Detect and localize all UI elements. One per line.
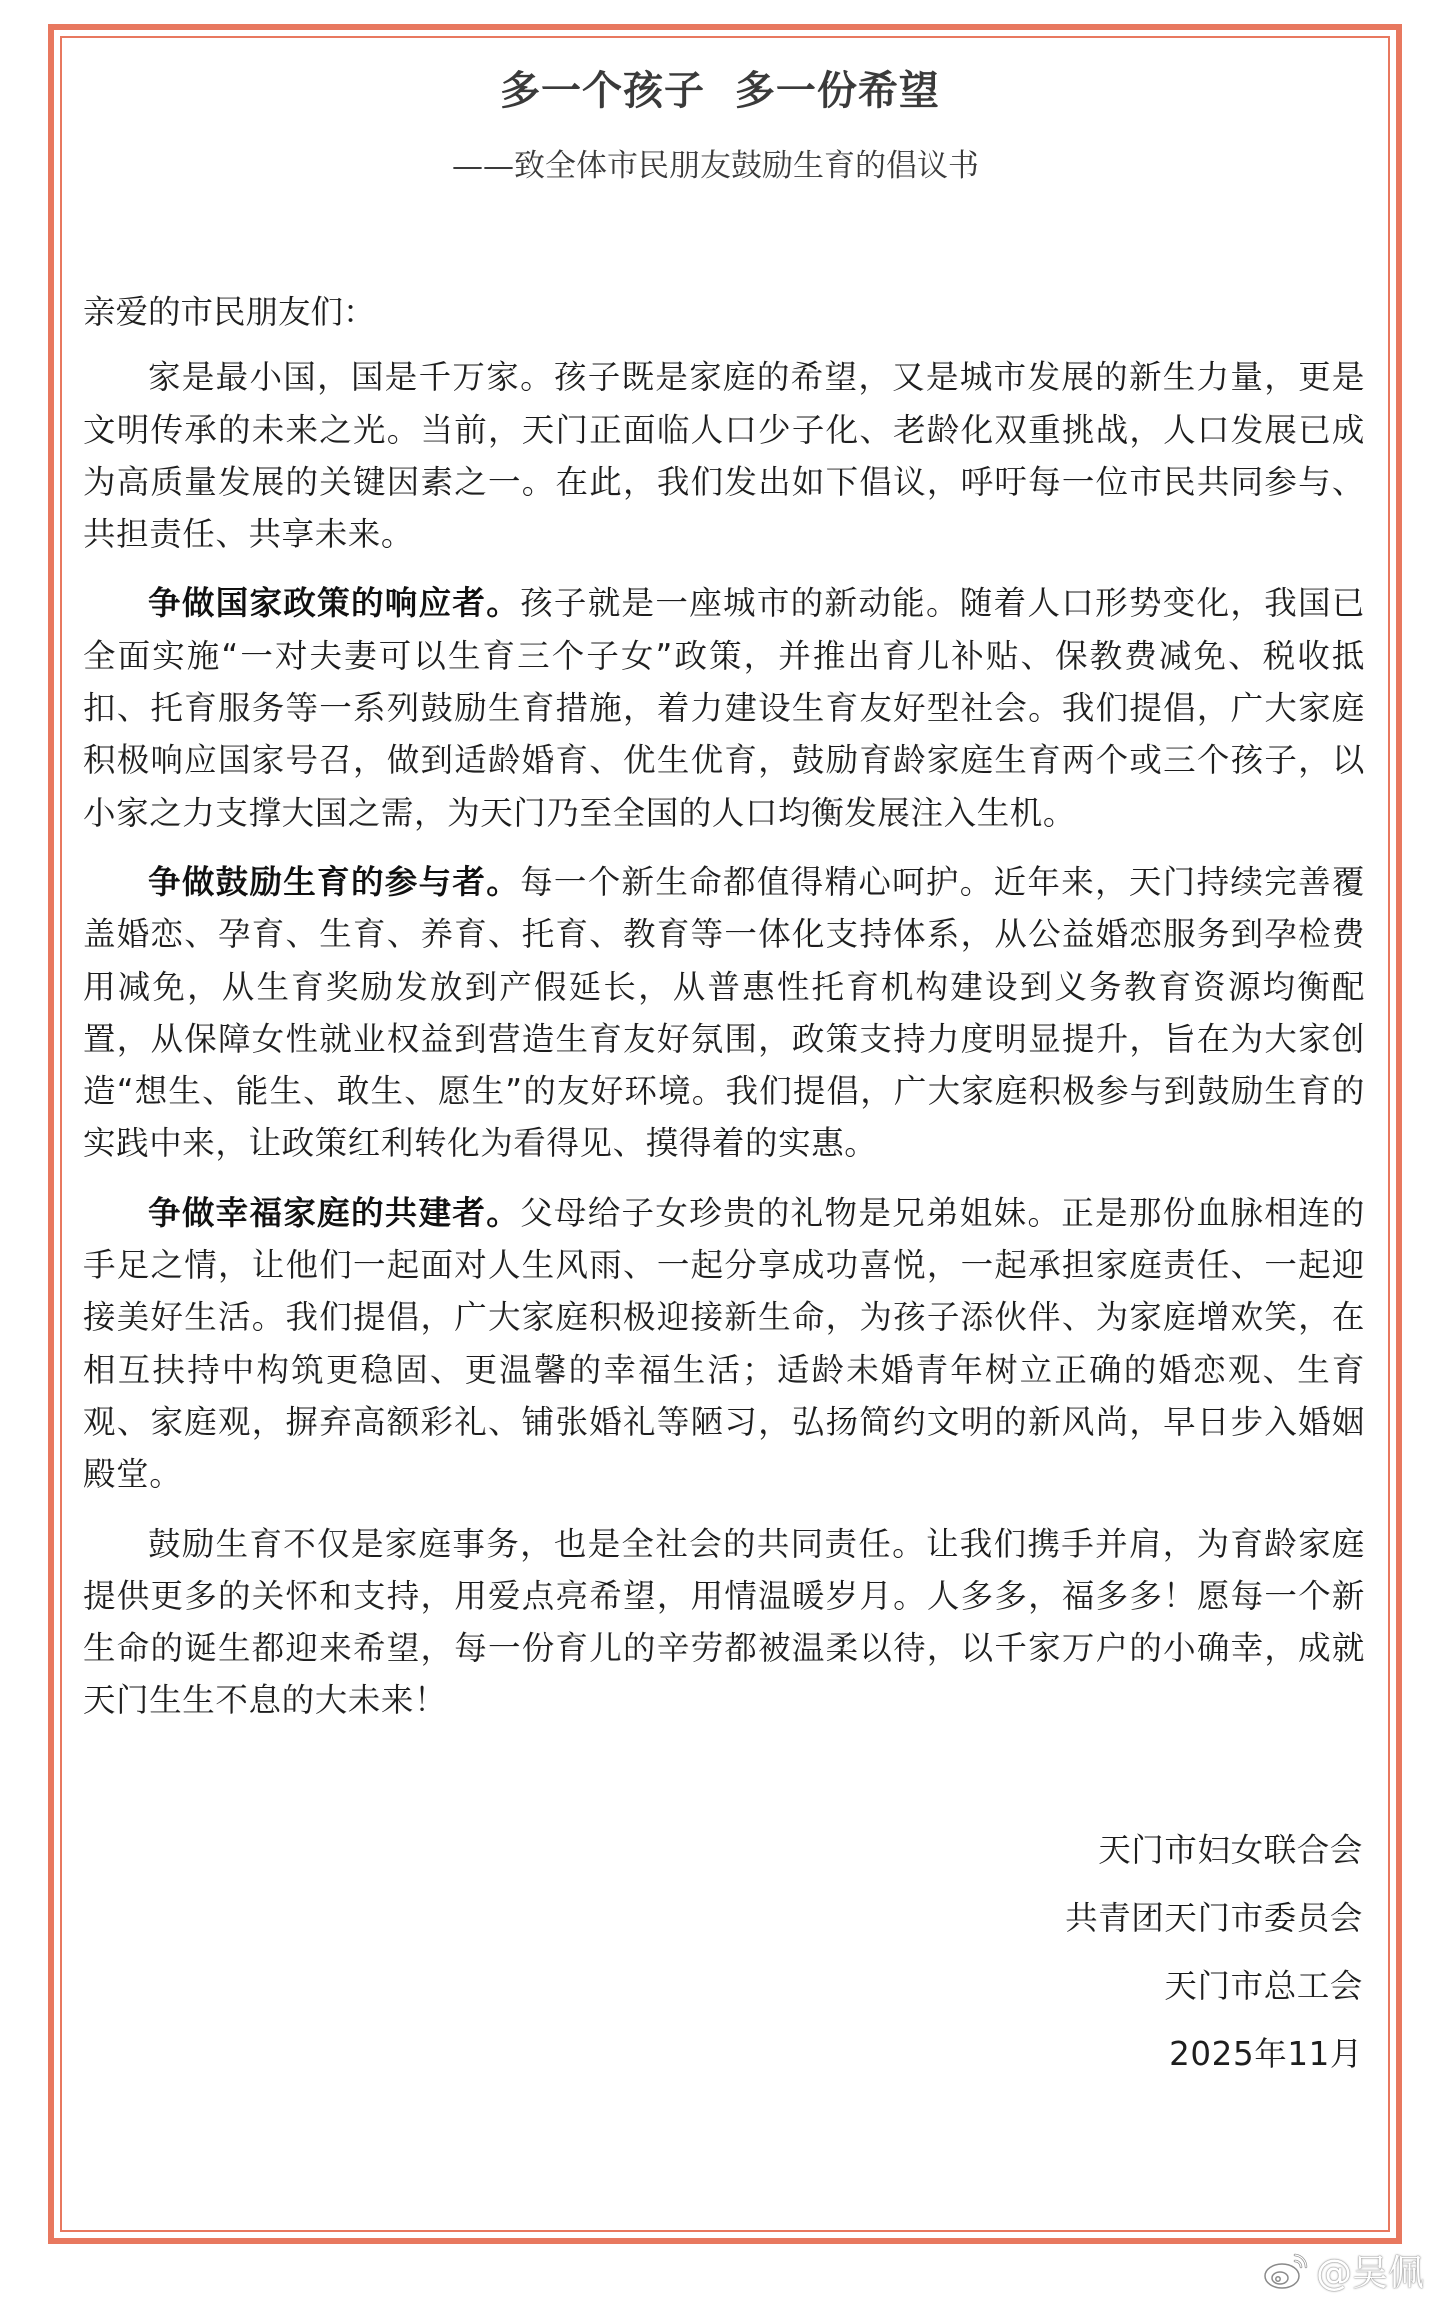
watermark-text: @吴佩 (1316, 2252, 1425, 2294)
signature-date: 2025年11月 (1169, 2035, 1363, 2073)
letter-body (83, 286, 1365, 1744)
paragraph-intro (83, 351, 1365, 560)
paragraph-family-builder (83, 1187, 1365, 1501)
weibo-logo-icon (1262, 2249, 1312, 2291)
paragraph-text: 家是最小国，国是千万家。孩子既是家庭的希望，又是城市发展的新生力量，更是文明传承的未来之光。当前，天门正面临人口少子化、老龄化双重挑战，人口发展已成为高质量发展的关键因素之一。在此，我们发出如下倡议，呼吁每一位市民共同参与、共担责任、共享未来。 (83, 358, 1365, 554)
paragraph-closing (83, 1518, 1365, 1727)
signature-trade-union: 天门市总工会 (1164, 1967, 1363, 2005)
paragraph-lead: 争做国家政策的响应者。 (148, 584, 521, 623)
paragraph-lead: 争做幸福家庭的共建者。 (148, 1193, 521, 1232)
greeting: 亲爱的市民朋友们： (83, 293, 376, 331)
paragraph-text: 每一个新生命都值得精心呵护。近年来，天门持续完善覆盖婚恋、孕育、生育、养育、托育、教育等一体化支持体系，从公益婚恋服务到孕检费用减免，从生育奖励发放到产假延长，从普惠性托育机构建设到义务教育资源均衡配置，从保障女性就业权益到营造生育友好氛围，政策支持力度明显提升，旨在为大家创造“想生、能生、敢生、愿生”的友好环境。我们提倡，广大家庭积极参与到鼓励生育的实践中来，让政策红利转化为看得见、摸得着的实惠。 (83, 862, 1365, 1163)
signature-womens-federation: 天门市妇女联合会 (1098, 1831, 1363, 1869)
paragraph-lead: 争做鼓励生育的参与者。 (148, 862, 521, 901)
signature-block (1065, 1816, 1363, 2088)
paragraph-text: 鼓励生育不仅是家庭事务，也是全社会的共同责任。让我们携手并肩，为育龄家庭提供更多的关怀和支持，用爱点亮希望，用情温暖岁月。人多多，福多多！愿每一个新生命的诞生都迎来希望，每一份育儿的辛劳都被温柔以待，以千家万户的小确幸，成就天门生生不息的大未来！ (83, 1524, 1365, 1720)
paragraph-text: 父母给子女珍贵的礼物是兄弟姐妹。正是那份血脉相连的手足之情，让他们一起面对人生风雨、一起分享成功喜悦，一起承担家庭责任、一起迎接美好生活。我们提倡，广大家庭积极迎接新生命，为孩子添伙伴、为家庭增欢笑，在相互扶持中构筑更稳固、更温馨的幸福生活；适龄未婚青年树立正确的婚恋观、生育观、家庭观，摒弃高额彩礼、铺张婚礼等陋习，弘扬简约文明的新风尚，早日步入婚姻殿堂。 (83, 1193, 1365, 1494)
signature-youth-league: 共青团天门市委员会 (1065, 1899, 1363, 1937)
paragraph-participant (83, 856, 1365, 1170)
paragraph-policy-responder (83, 577, 1365, 838)
document-title: 多一个孩子 多一份希望 (500, 67, 940, 114)
paragraph-text: 孩子就是一座城市的新动能。随着人口形势变化，我国已全面实施“一对夫妻可以生育三个子女”政策，并推出育儿补贴、保教费减免、税收抵扣、托育服务等一系列鼓励生育措施，着力建设生育友好型社会。我们提倡，广大家庭积极响应国家号召，做到适龄婚育、优生优育，鼓励育龄家庭生育两个或三个孩子，以小家之力支撑大国之需，为天门乃至全国的人口均衡发展注入生机。 (83, 584, 1365, 832)
document-subtitle: ——致全体市民朋友鼓励生育的倡议书 (452, 148, 979, 184)
weibo-watermark (1262, 2247, 1424, 2293)
